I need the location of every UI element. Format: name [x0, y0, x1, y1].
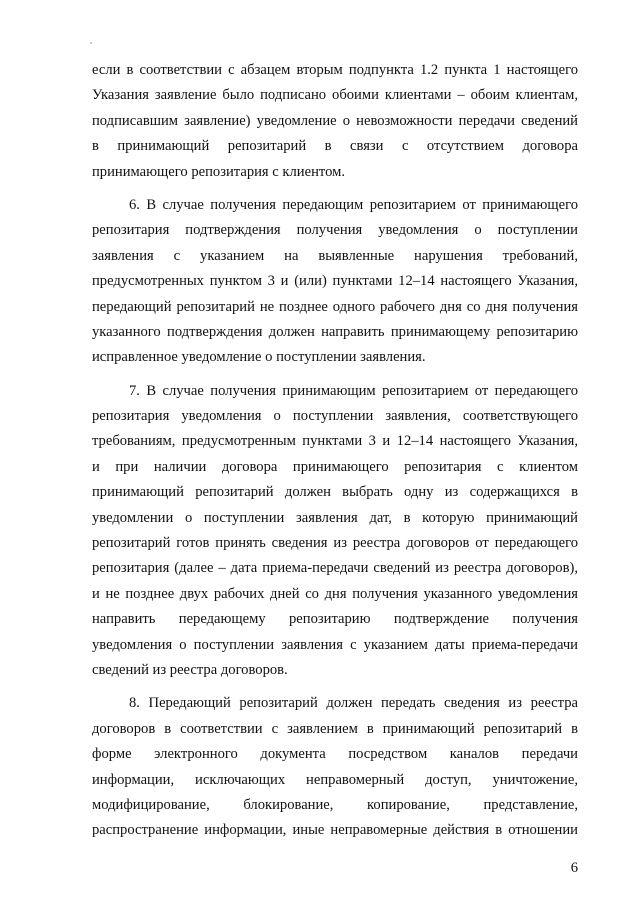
text-line: информации, исключающих неправомерный доступ, уничтожение,	[92, 771, 578, 788]
text-line: Указания заявление было подписано обоими клиентами – обоим клиентам,	[92, 87, 578, 104]
text-line: 7. В случае получения принимающим репозитарием от передающего	[129, 382, 578, 399]
text-line: направить передающему репозитарию подтверждение получения	[92, 611, 578, 628]
text-line: модифицирование, блокирование, копирование, представление,	[92, 796, 578, 813]
text-line: требованиям, предусмотренным пунктами 3 и 12–14 настоящего Указания,	[92, 433, 578, 450]
text-line: принимающего репозитария с клиентом.	[92, 163, 345, 180]
paragraph-5-continuation	[92, 58, 578, 185]
text-line: подписавшим заявление) уведомление о невозможности передачи сведений	[92, 112, 578, 129]
text-line: репозитария (далее – дата приема-передачи сведений из реестра договоров),	[92, 560, 578, 577]
text-line: сведений из реестра договоров.	[92, 661, 288, 678]
document-body	[92, 58, 578, 844]
text-line: предусмотренных пунктом 3 и (или) пунктами 12–14 настоящего Указания,	[92, 273, 578, 290]
text-line: репозитарий готов принять сведения из реестра договоров от передающего	[92, 535, 578, 552]
text-line: указанного подтверждения должен направить принимающему репозитарию	[92, 323, 578, 340]
text-line: в принимающий репозитарий в связи с отсутствием договора	[92, 138, 578, 155]
text-line: если в соответствии с абзацем вторым подпункта 1.2 пункта 1 настоящего	[92, 62, 578, 78]
paragraph-8	[92, 691, 578, 843]
text-line: исправленное уведомление о поступлении заявления.	[92, 349, 426, 366]
text-line: и при наличии договора принимающего репозитария с клиентом	[92, 458, 578, 475]
paragraph-6	[92, 193, 578, 371]
text-line: репозитария подтверждения получения уведомления о поступлении	[92, 222, 578, 239]
text-line: договоров в соответствии с заявлением в принимающий репозитарий в	[92, 720, 578, 737]
text-line: 6. В случае получения передающим репозитарием от принимающего	[129, 196, 578, 213]
paragraph-7	[92, 379, 578, 684]
text-line: уведомлении о поступлении заявления дат, в которую принимающий	[92, 509, 578, 526]
page-number: 6	[570, 860, 578, 876]
text-line: уведомления о поступлении заявления с указанием даты приема-передачи	[92, 636, 578, 653]
text-line: заявления с указанием на выявленные нарушения требований,	[92, 247, 578, 264]
text-line: 8. Передающий репозитарий должен передать сведения из реестра	[129, 695, 578, 712]
text-line: репозитария уведомления о поступлении заявления, соответствующего	[92, 408, 578, 425]
scan-speck	[90, 42, 92, 44]
text-line: распространение информации, иные неправомерные действия в отношении	[92, 822, 578, 839]
text-line: передающий репозитарий не позднее одного рабочего дня со дня получения	[92, 298, 578, 315]
text-line: принимающий репозитарий должен выбрать одну из содержащихся в	[92, 484, 578, 501]
text-line: и не позднее двух рабочих дней со дня получения указанного уведомления	[92, 585, 578, 602]
text-line: форме электронного документа посредством каналов передачи	[92, 746, 578, 763]
